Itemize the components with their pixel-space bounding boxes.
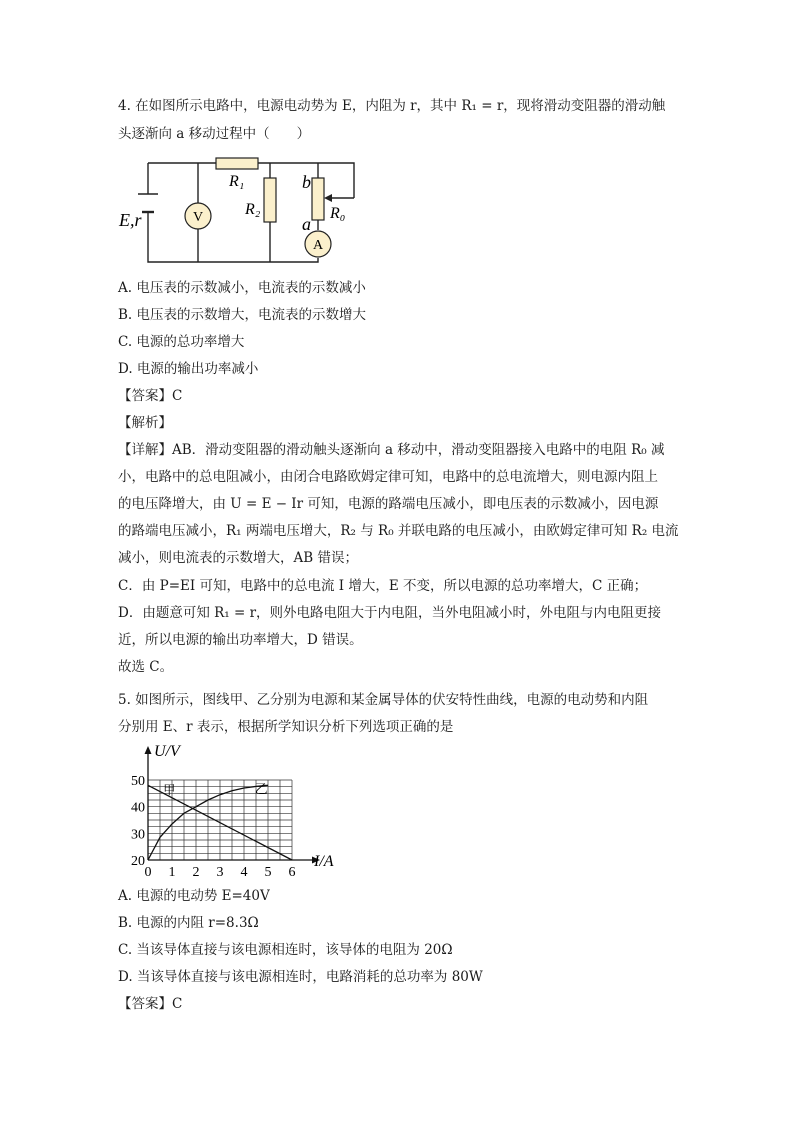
q4-circuit-diagram <box>118 150 368 270</box>
r1-label: R₁ <box>229 173 245 190</box>
resistor-r0 <box>312 178 324 220</box>
q4-analysis-title: 【解析】 <box>118 415 172 431</box>
x-axis-label: I/A <box>314 853 334 870</box>
ammeter-label: A <box>312 238 324 253</box>
q4-stem-line2: 头逐渐向 a 移动过程中（ ） <box>118 126 311 142</box>
series-label-jia: 甲 <box>163 783 176 797</box>
q5-option-c: C. 当该导体直接与该电源相连时，该导体的电阻为 20Ω <box>118 942 453 958</box>
q4-analysis-line: 的电压降增大，由 U = E − Ir 可知，电源的路端电压减小，即电压表的示数减小，因电源 <box>118 496 659 512</box>
q5-ui-chart <box>118 742 348 882</box>
q4-stem-line1: 4. 在如图所示电路中，电源电动势为 E，内阻为 r，其中 R₁ = r，现将滑动变阻器的滑动触 <box>118 98 666 114</box>
q5-stem-line1: 5. 如图所示，图线甲、乙分别为电源和某金属导体的伏安特性曲线，电源的电动势和内阻 <box>118 692 649 708</box>
point-b-label: b <box>302 172 311 192</box>
x-tick-label: 6 <box>288 865 296 880</box>
source-label: E,r <box>119 210 142 230</box>
q4-analysis-line: 小，电路中的总电阻减小，由闭合电路欧姆定律可知，电路中的总电流增大，则电源内阻上 <box>118 469 658 485</box>
q4-analysis-line: 近，所以电源的输出功率增大，D 错误。 <box>118 632 363 648</box>
resistor-r2 <box>264 178 276 222</box>
voltmeter-label: V <box>192 210 204 225</box>
r0-label: R₀ <box>330 205 346 222</box>
q4-analysis-line: 故选 C。 <box>118 659 174 675</box>
q4-option-a: A. 电压表的示数减小，电流表的示数减小 <box>118 280 366 296</box>
x-tick-label: 1 <box>168 865 176 880</box>
y-axis-label: U/V <box>154 743 180 760</box>
x-tick-label: 3 <box>216 865 224 880</box>
point-a-label: a <box>302 214 311 234</box>
q4-analysis-line: C．由 P=EI 可知，电路中的总电流 I 增大，E 不变，所以电源的总功率增大，C 正确； <box>118 578 648 594</box>
q5-option-b: B. 电源的内阻 r=8.3Ω <box>118 915 259 931</box>
slider-arrow <box>324 194 332 202</box>
q4-answer: 【答案】C <box>118 388 183 404</box>
x-tick-label: 4 <box>240 865 248 880</box>
x-tick-label: 2 <box>192 865 200 880</box>
y-tick-label: 30 <box>131 827 145 843</box>
q4-option-c: C. 电源的总功率增大 <box>118 334 245 350</box>
series-label-yi: 乙 <box>254 781 268 797</box>
y-tick-label: 50 <box>131 774 145 789</box>
q5-answer: 【答案】C <box>118 996 183 1012</box>
resistor-r1 <box>216 158 258 169</box>
y-tick-label: 20 <box>131 854 145 869</box>
q4-analysis-line: 减小，则电流表的示数增大，AB 错误； <box>118 550 358 566</box>
q4-analysis-line: D．由题意可知 R₁ = r，则外电路电阻大于内电阻，当外电阻减小时，外电阻与内电阻更接 <box>118 605 662 621</box>
q4-analysis-line: 【详解】AB．滑动变阻器的滑动触头逐渐向 a 移动中，滑动变阻器接入电路中的电阻 R₀ 减 <box>118 442 665 458</box>
q4-option-d: D. 电源的输出功率减小 <box>118 361 259 377</box>
q5-stem-line2: 分别用 E、r 表示，根据所学知识分析下列选项正确的是 <box>118 719 454 735</box>
r2-label: R₂ <box>245 201 261 218</box>
y-tick-label: 40 <box>131 800 145 816</box>
q4-analysis-line: 的路端电压减小，R₁ 两端电压增大，R₂ 与 R₀ 并联电路的电压减小，由欧姆定律可知 R₂ 电流 <box>118 523 679 539</box>
y-axis-arrow <box>145 746 152 754</box>
q5-option-a: A. 电源的电动势 E=40V <box>118 888 270 904</box>
x-tick-label: 5 <box>264 865 272 880</box>
x-tick-label: 0 <box>144 865 152 880</box>
q5-option-d: D. 当该导体直接与该电源相连时，电路消耗的总功率为 80W <box>118 969 483 985</box>
q4-option-b: B. 电压表的示数增大，电流表的示数增大 <box>118 307 367 323</box>
